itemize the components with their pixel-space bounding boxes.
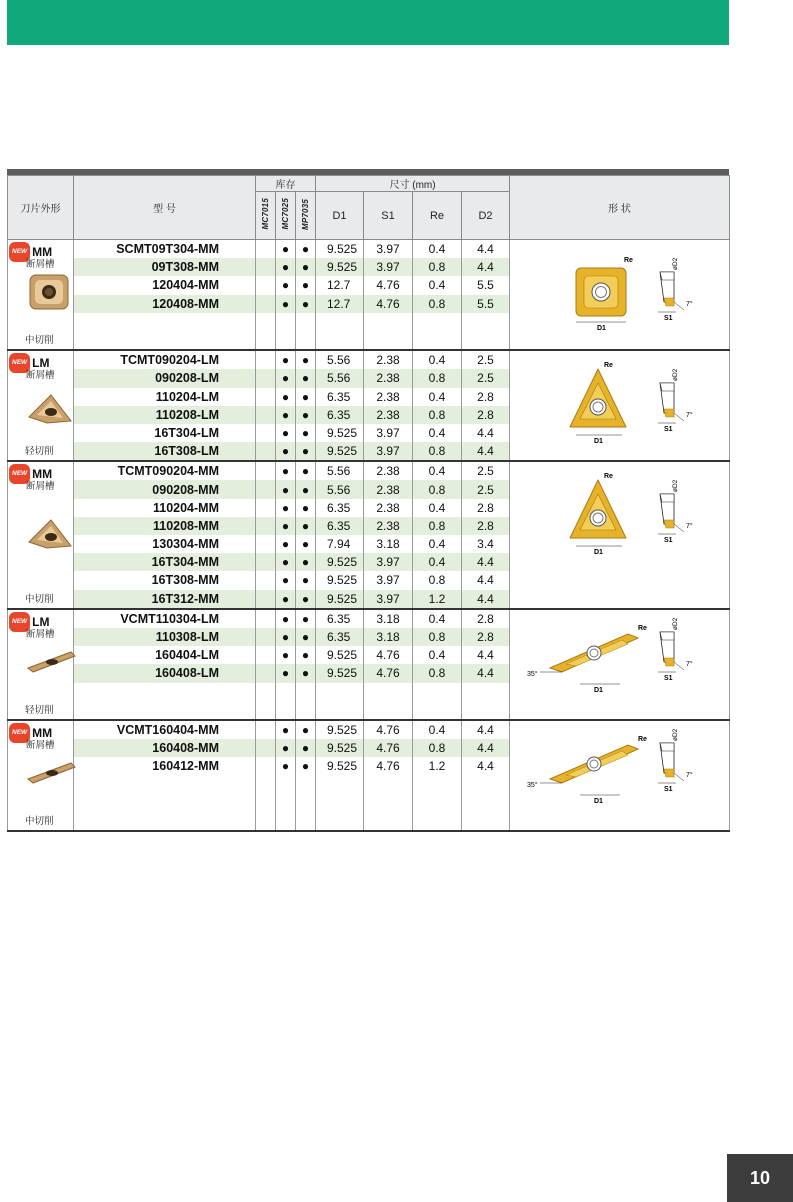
model-number: TCMT090204-LM [74, 350, 256, 369]
cutting-type-label: 中切削 [25, 335, 54, 347]
stock-mp7035: ● [296, 664, 316, 682]
stock-mc7025: ● [276, 646, 296, 664]
dim-s1: 3.97 [364, 258, 413, 276]
dim-re: 0.4 [413, 499, 462, 517]
chipbreaker-code: LM [32, 356, 50, 371]
dim-s1: 2.38 [364, 480, 413, 498]
stock-mp7035: ● [296, 553, 316, 571]
chipbreaker-code: MM [32, 725, 53, 740]
dim-re: 0.4 [413, 646, 462, 664]
dim-re: 1.2 [413, 590, 462, 609]
dim-d1: 9.525 [316, 240, 364, 259]
stock-mc7025: ● [276, 517, 296, 535]
stock-mc7015 [256, 535, 276, 553]
stock-mp7035: ● [296, 517, 316, 535]
dim-s1: 4.76 [364, 276, 413, 294]
dim-re: 0.4 [413, 720, 462, 739]
model-number: 110204-LM [74, 388, 256, 406]
dim-re: 1.2 [413, 757, 462, 775]
dim-s1: 4.76 [364, 757, 413, 775]
dim-re: 0.4 [413, 609, 462, 628]
dim-s1: 3.97 [364, 590, 413, 609]
model-number: VCMT160404-MM [74, 720, 256, 739]
stock-mc7015 [256, 295, 276, 313]
dim-d2: 2.5 [462, 369, 510, 387]
stock-mc7015 [256, 499, 276, 517]
rhombic-insert-drawing [510, 720, 730, 831]
stock-mp7035: ● [296, 757, 316, 775]
stock-mc7015 [256, 553, 276, 571]
dim-s1: 3.97 [364, 424, 413, 442]
cutting-type-label: 中切削 [25, 816, 54, 827]
dim-d1: 7.94 [316, 535, 364, 553]
table-row [8, 609, 730, 628]
dim-s1: 2.38 [364, 499, 413, 517]
stock-mp7035: ● [296, 350, 316, 369]
dim-d2: 2.8 [462, 609, 510, 628]
dim-d2: 4.4 [462, 442, 510, 461]
square-insert-drawing [510, 240, 730, 351]
new-badge: NEW [9, 242, 30, 262]
stock-mc7025: ● [276, 388, 296, 406]
model-number: 090208-LM [74, 369, 256, 387]
dim-re: 0.4 [413, 424, 462, 442]
stock-mc7015 [256, 240, 276, 259]
dim-d1: 5.56 [316, 350, 364, 369]
dim-re-header: Re [413, 192, 462, 240]
dim-d1: 9.525 [316, 442, 364, 461]
dim-d2: 4.4 [462, 646, 510, 664]
dim-re: 0.4 [413, 461, 462, 480]
stock-mc7025: ● [276, 480, 296, 498]
dim-re: 0.8 [413, 258, 462, 276]
d2-label: øD2 [672, 368, 680, 382]
dim-s1: 2.38 [364, 406, 413, 424]
stock-mp7035: ● [296, 258, 316, 276]
dim-re: 0.8 [413, 517, 462, 535]
new-badge: NEW [9, 723, 30, 743]
dim-s1: 2.38 [364, 517, 413, 535]
dim-re: 0.4 [413, 276, 462, 294]
model-number: 110204-MM [74, 499, 256, 517]
dim-d1: 9.525 [316, 571, 364, 589]
dim-d1: 6.35 [316, 517, 364, 535]
top-color-bar [7, 0, 729, 45]
model-number: 120404-MM [74, 276, 256, 294]
dim-d1: 5.56 [316, 461, 364, 480]
dim-d1: 9.525 [316, 553, 364, 571]
stock-mc7015 [256, 646, 276, 664]
dim-d2: 4.4 [462, 590, 510, 609]
dim-re: 0.8 [413, 369, 462, 387]
stock-mp7035: ● [296, 424, 316, 442]
d1-label: D1 [594, 686, 603, 694]
angle-label: 7° [686, 660, 693, 668]
chipbreaker-code: MM [32, 245, 53, 259]
stock-mp7035: ● [296, 480, 316, 498]
dim-s1-header: S1 [364, 192, 413, 240]
stock-mc7025: ● [276, 461, 296, 480]
model-number: 110308-LM [74, 628, 256, 646]
stock-mc7015 [256, 350, 276, 369]
rhombic-insert-drawing [510, 609, 730, 720]
dim-re: 0.8 [413, 480, 462, 498]
stock-mp7035: ● [296, 739, 316, 757]
model-number: 16T312-MM [74, 590, 256, 609]
stock-mp7035: ● [296, 388, 316, 406]
dim-d2: 2.8 [462, 628, 510, 646]
s1-label: S1 [664, 315, 673, 322]
re-label: Re [638, 624, 647, 632]
dim-s1: 4.76 [364, 664, 413, 682]
insert-shape-cell [8, 461, 74, 609]
dim-d1: 6.35 [316, 609, 364, 628]
stock-mp7035: ● [296, 240, 316, 259]
dim-d2: 4.4 [462, 720, 510, 739]
dim-d1: 6.35 [316, 388, 364, 406]
d2-label: øD2 [672, 257, 680, 270]
stock-mp7035: ● [296, 461, 316, 480]
stock-mp7035: ● [296, 609, 316, 628]
dim-s1: 3.97 [364, 442, 413, 461]
angle-label: 7° [686, 412, 693, 420]
col-form-header: 形 状 [510, 176, 730, 240]
grade-mc7015: MC7015 [261, 198, 270, 230]
dim-d1: 6.35 [316, 406, 364, 424]
d2-label: øD2 [672, 728, 680, 741]
new-badge: NEW [9, 353, 30, 373]
stock-mc7025: ● [276, 276, 296, 294]
dim-d1: 9.525 [316, 720, 364, 739]
dim-d1: 9.525 [316, 424, 364, 442]
stock-mc7015 [256, 739, 276, 757]
dim-s1: 4.76 [364, 720, 413, 739]
dim-s1: 3.97 [364, 240, 413, 259]
angle2-label: 35° [527, 781, 538, 789]
angle-label: 7° [686, 301, 693, 308]
dim-d2: 4.4 [462, 739, 510, 757]
model-number: TCMT090204-MM [74, 461, 256, 480]
chipbreaker-label: 断屑槽 [26, 481, 55, 493]
stock-mc7025: ● [276, 664, 296, 682]
dim-d2: 2.5 [462, 480, 510, 498]
dim-d2-header: D2 [462, 192, 510, 240]
dim-s1: 3.18 [364, 535, 413, 553]
d1-label: D1 [594, 438, 603, 446]
dim-d2: 4.4 [462, 571, 510, 589]
stock-mc7015 [256, 571, 276, 589]
model-number: 16T304-LM [74, 424, 256, 442]
dim-d2: 4.4 [462, 553, 510, 571]
stock-mc7025: ● [276, 350, 296, 369]
stock-mc7025: ● [276, 369, 296, 387]
stock-mc7025: ● [276, 535, 296, 553]
angle2-label: 35° [527, 670, 538, 678]
stock-mp7035: ● [296, 442, 316, 461]
model-number: 09T308-MM [74, 258, 256, 276]
d2-label: øD2 [672, 617, 680, 630]
re-label: Re [624, 257, 633, 264]
model-number: SCMT09T304-MM [74, 240, 256, 259]
table-row [8, 720, 730, 739]
dim-re: 0.8 [413, 406, 462, 424]
re-label: Re [604, 362, 613, 370]
stock-mc7015 [256, 480, 276, 498]
s1-label: S1 [664, 674, 673, 682]
chipbreaker-label: 断屑槽 [26, 628, 55, 640]
col-size-header: 尺寸 (mm) [316, 176, 510, 192]
re-label: Re [604, 473, 613, 481]
stock-mc7025: ● [276, 295, 296, 313]
model-number: 16T304-MM [74, 553, 256, 571]
angle-label: 7° [686, 771, 693, 779]
dim-s1: 3.97 [364, 571, 413, 589]
insert-spec-table [7, 175, 730, 832]
d1-label: D1 [597, 325, 606, 332]
chipbreaker-code: MM [32, 467, 53, 482]
stock-mp7035: ● [296, 720, 316, 739]
model-number: 160408-MM [74, 739, 256, 757]
stock-mc7015 [256, 609, 276, 628]
new-badge: NEW [9, 612, 30, 632]
dim-re: 0.8 [413, 571, 462, 589]
dim-re: 0.4 [413, 535, 462, 553]
dim-d2: 2.8 [462, 406, 510, 424]
stock-mc7015 [256, 628, 276, 646]
s1-label: S1 [664, 537, 673, 545]
dim-re: 0.8 [413, 442, 462, 461]
dim-re: 0.4 [413, 553, 462, 571]
model-number: 160408-LM [74, 664, 256, 682]
dim-d1: 5.56 [316, 369, 364, 387]
dim-s1: 2.38 [364, 350, 413, 369]
dim-d2: 4.4 [462, 424, 510, 442]
dim-s1: 4.76 [364, 646, 413, 664]
model-number: 16T308-LM [74, 442, 256, 461]
dim-s1: 2.38 [364, 388, 413, 406]
dim-d2: 4.4 [462, 258, 510, 276]
stock-mc7015 [256, 442, 276, 461]
stock-mc7025: ● [276, 609, 296, 628]
stock-mc7025: ● [276, 571, 296, 589]
insert-shape-cell [8, 240, 74, 351]
dim-re: 0.8 [413, 664, 462, 682]
dim-re: 0.8 [413, 739, 462, 757]
model-number: 160404-LM [74, 646, 256, 664]
stock-mc7025: ● [276, 258, 296, 276]
insert-shape-cell [8, 720, 74, 831]
stock-mc7015 [256, 590, 276, 609]
dim-s1: 4.76 [364, 295, 413, 313]
stock-mc7015 [256, 388, 276, 406]
insert-shape-cell [8, 609, 74, 720]
stock-mp7035: ● [296, 628, 316, 646]
col-model-header: 型 号 [74, 176, 256, 240]
stock-mc7025: ● [276, 757, 296, 775]
cutting-type-label: 轻切削 [25, 704, 54, 716]
dim-re: 0.4 [413, 388, 462, 406]
dim-d1: 9.525 [316, 664, 364, 682]
dim-d1: 12.7 [316, 276, 364, 294]
chipbreaker-label: 断屑槽 [26, 259, 55, 270]
d1-label: D1 [594, 549, 603, 557]
stock-mc7025: ● [276, 720, 296, 739]
page-number: 10 [727, 1154, 793, 1202]
dim-d1: 6.35 [316, 628, 364, 646]
stock-mc7015 [256, 664, 276, 682]
stock-mp7035: ● [296, 646, 316, 664]
dim-d2: 5.5 [462, 295, 510, 313]
dim-d2: 4.4 [462, 240, 510, 259]
stock-mp7035: ● [296, 535, 316, 553]
chipbreaker-code: LM [32, 614, 50, 629]
stock-mp7035: ● [296, 499, 316, 517]
dim-d1: 9.525 [316, 757, 364, 775]
stock-mc7025: ● [276, 499, 296, 517]
stock-mc7015 [256, 276, 276, 294]
model-number: 130304-MM [74, 535, 256, 553]
stock-mp7035: ● [296, 590, 316, 609]
stock-mc7025: ● [276, 442, 296, 461]
dim-d2: 4.4 [462, 664, 510, 682]
dim-d1-header: D1 [316, 192, 364, 240]
dim-d1: 9.525 [316, 590, 364, 609]
dim-d2: 4.4 [462, 757, 510, 775]
dim-s1: 2.38 [364, 461, 413, 480]
dim-re: 0.8 [413, 628, 462, 646]
stock-mp7035: ● [296, 295, 316, 313]
stock-mc7015 [256, 258, 276, 276]
stock-mc7025: ● [276, 590, 296, 609]
stock-mc7015 [256, 517, 276, 535]
dim-d1: 6.35 [316, 499, 364, 517]
s1-label: S1 [664, 426, 673, 434]
grade-mp7035: MP7035 [301, 198, 310, 230]
dim-re: 0.8 [413, 295, 462, 313]
model-number: 090208-MM [74, 480, 256, 498]
dim-d1: 12.7 [316, 295, 364, 313]
d1-label: D1 [594, 797, 603, 805]
stock-mc7015 [256, 720, 276, 739]
stock-mc7015 [256, 757, 276, 775]
model-number: 110208-MM [74, 517, 256, 535]
dim-re: 0.4 [413, 350, 462, 369]
col-shape-header: 刀片外形 [8, 176, 74, 240]
model-number: 160412-MM [74, 757, 256, 775]
angle-label: 7° [686, 523, 693, 531]
d2-label: øD2 [672, 479, 680, 493]
dim-d2: 2.5 [462, 350, 510, 369]
dim-d2: 2.8 [462, 517, 510, 535]
chipbreaker-label: 断屑槽 [26, 370, 55, 382]
stock-mp7035: ● [296, 276, 316, 294]
dim-d1: 9.525 [316, 646, 364, 664]
grade-mc7025: MC7025 [281, 198, 290, 230]
stock-mc7025: ● [276, 406, 296, 424]
dim-s1: 3.18 [364, 628, 413, 646]
new-badge: NEW [9, 464, 30, 484]
stock-mc7025: ● [276, 739, 296, 757]
model-number: 110208-LM [74, 406, 256, 424]
stock-mp7035: ● [296, 369, 316, 387]
dim-d2: 3.4 [462, 535, 510, 553]
table-row [8, 461, 730, 480]
stock-mc7015 [256, 461, 276, 480]
stock-mc7015 [256, 406, 276, 424]
dim-d1: 9.525 [316, 258, 364, 276]
col-stock-header: 库存 [256, 176, 316, 192]
stock-mc7025: ● [276, 628, 296, 646]
stock-mc7025: ● [276, 553, 296, 571]
table-row [8, 240, 730, 259]
dim-s1: 4.76 [364, 739, 413, 757]
dim-d1: 9.525 [316, 739, 364, 757]
table-row [8, 350, 730, 369]
stock-mc7025: ● [276, 240, 296, 259]
dim-s1: 3.97 [364, 553, 413, 571]
stock-mc7025: ● [276, 424, 296, 442]
dim-d2: 5.5 [462, 276, 510, 294]
dim-s1: 2.38 [364, 369, 413, 387]
model-number: VCMT110304-LM [74, 609, 256, 628]
stock-mp7035: ● [296, 406, 316, 424]
s1-label: S1 [664, 785, 673, 793]
stock-mc7015 [256, 369, 276, 387]
stock-mp7035: ● [296, 571, 316, 589]
cutting-type-label: 轻切削 [25, 446, 54, 458]
chipbreaker-label: 断屑槽 [26, 739, 55, 751]
re-label: Re [638, 735, 647, 743]
triangle-insert-drawing [510, 350, 730, 461]
model-number: 16T308-MM [74, 571, 256, 589]
triangle-insert-drawing [510, 461, 730, 609]
insert-shape-cell [8, 350, 74, 461]
dim-d1: 5.56 [316, 480, 364, 498]
dim-d2: 2.8 [462, 499, 510, 517]
stock-mc7015 [256, 424, 276, 442]
dim-s1: 3.18 [364, 609, 413, 628]
cutting-type-label: 中切削 [25, 593, 54, 605]
model-number: 120408-MM [74, 295, 256, 313]
dim-re: 0.4 [413, 240, 462, 259]
dim-d2: 2.5 [462, 461, 510, 480]
dim-d2: 2.8 [462, 388, 510, 406]
